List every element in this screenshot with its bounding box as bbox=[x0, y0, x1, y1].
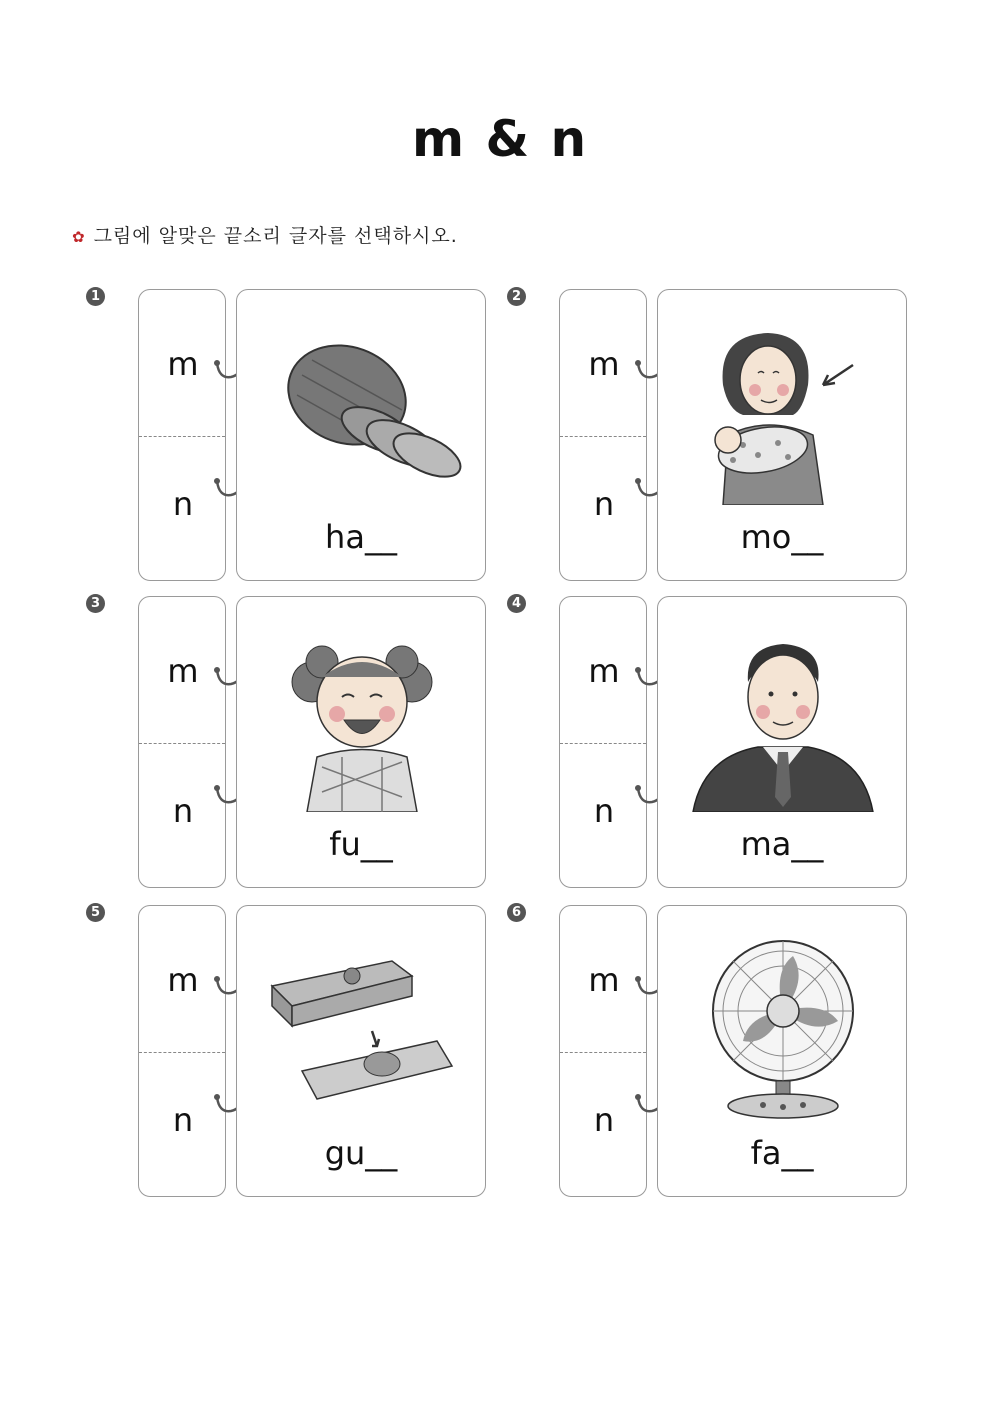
choice-panel bbox=[559, 905, 647, 1197]
word-prompt: gu__ bbox=[324, 1134, 398, 1172]
picture-card bbox=[657, 289, 907, 581]
item-number: 3 bbox=[86, 594, 105, 613]
item-number: 5 bbox=[86, 903, 105, 922]
exercise-item-1 bbox=[86, 287, 506, 587]
choice-m[interactable]: m bbox=[167, 652, 199, 690]
item-number: 2 bbox=[507, 287, 526, 306]
choice-m[interactable]: m bbox=[167, 345, 199, 383]
laughing-girl-icon bbox=[262, 622, 462, 812]
choice-n[interactable]: n bbox=[172, 485, 194, 523]
exercise-item-4 bbox=[507, 594, 927, 894]
choice-panel bbox=[138, 905, 226, 1197]
choice-m[interactable]: m bbox=[588, 652, 620, 690]
word-prompt: mo__ bbox=[740, 518, 824, 556]
divider bbox=[560, 1052, 646, 1053]
choice-panel bbox=[138, 596, 226, 888]
picture-card bbox=[657, 596, 907, 888]
flower-icon: ✿ bbox=[72, 228, 86, 246]
picture-card bbox=[236, 905, 486, 1197]
mother-holding-baby-icon bbox=[683, 315, 883, 505]
divider bbox=[139, 743, 225, 744]
choice-panel bbox=[138, 289, 226, 581]
choice-n[interactable]: n bbox=[172, 792, 194, 830]
divider bbox=[139, 436, 225, 437]
word-prompt: ma__ bbox=[740, 825, 824, 863]
ham-icon bbox=[262, 315, 462, 505]
exercise-item-6 bbox=[507, 903, 927, 1203]
word-prompt: ha__ bbox=[325, 518, 397, 556]
word-prompt: fa__ bbox=[750, 1134, 814, 1172]
divider bbox=[560, 436, 646, 437]
exercise-item-2 bbox=[507, 287, 927, 587]
chewing-gum-icon bbox=[262, 931, 462, 1121]
choice-n[interactable]: n bbox=[172, 1101, 194, 1139]
item-number: 1 bbox=[86, 287, 105, 306]
choice-panel bbox=[559, 596, 647, 888]
choice-n[interactable]: n bbox=[593, 1101, 615, 1139]
choice-panel bbox=[559, 289, 647, 581]
item-number: 4 bbox=[507, 594, 526, 613]
choice-m[interactable]: m bbox=[588, 961, 620, 999]
choice-n[interactable]: n bbox=[593, 485, 615, 523]
exercise-item-5 bbox=[86, 903, 506, 1203]
page-title: m & n bbox=[411, 110, 589, 168]
picture-card bbox=[236, 596, 486, 888]
exercise-item-3 bbox=[86, 594, 506, 894]
choice-m[interactable]: m bbox=[588, 345, 620, 383]
instruction bbox=[72, 221, 458, 248]
divider bbox=[560, 743, 646, 744]
instruction-text: 그림에 알맞은 끝소리 글자를 선택하시오. bbox=[93, 225, 458, 247]
man-in-suit-icon bbox=[683, 622, 883, 812]
picture-card bbox=[236, 289, 486, 581]
item-number: 6 bbox=[507, 903, 526, 922]
choice-n[interactable]: n bbox=[593, 792, 615, 830]
electric-fan-icon bbox=[683, 931, 883, 1121]
divider bbox=[139, 1052, 225, 1053]
choice-m[interactable]: m bbox=[167, 961, 199, 999]
picture-card bbox=[657, 905, 907, 1197]
word-prompt: fu__ bbox=[329, 825, 393, 863]
